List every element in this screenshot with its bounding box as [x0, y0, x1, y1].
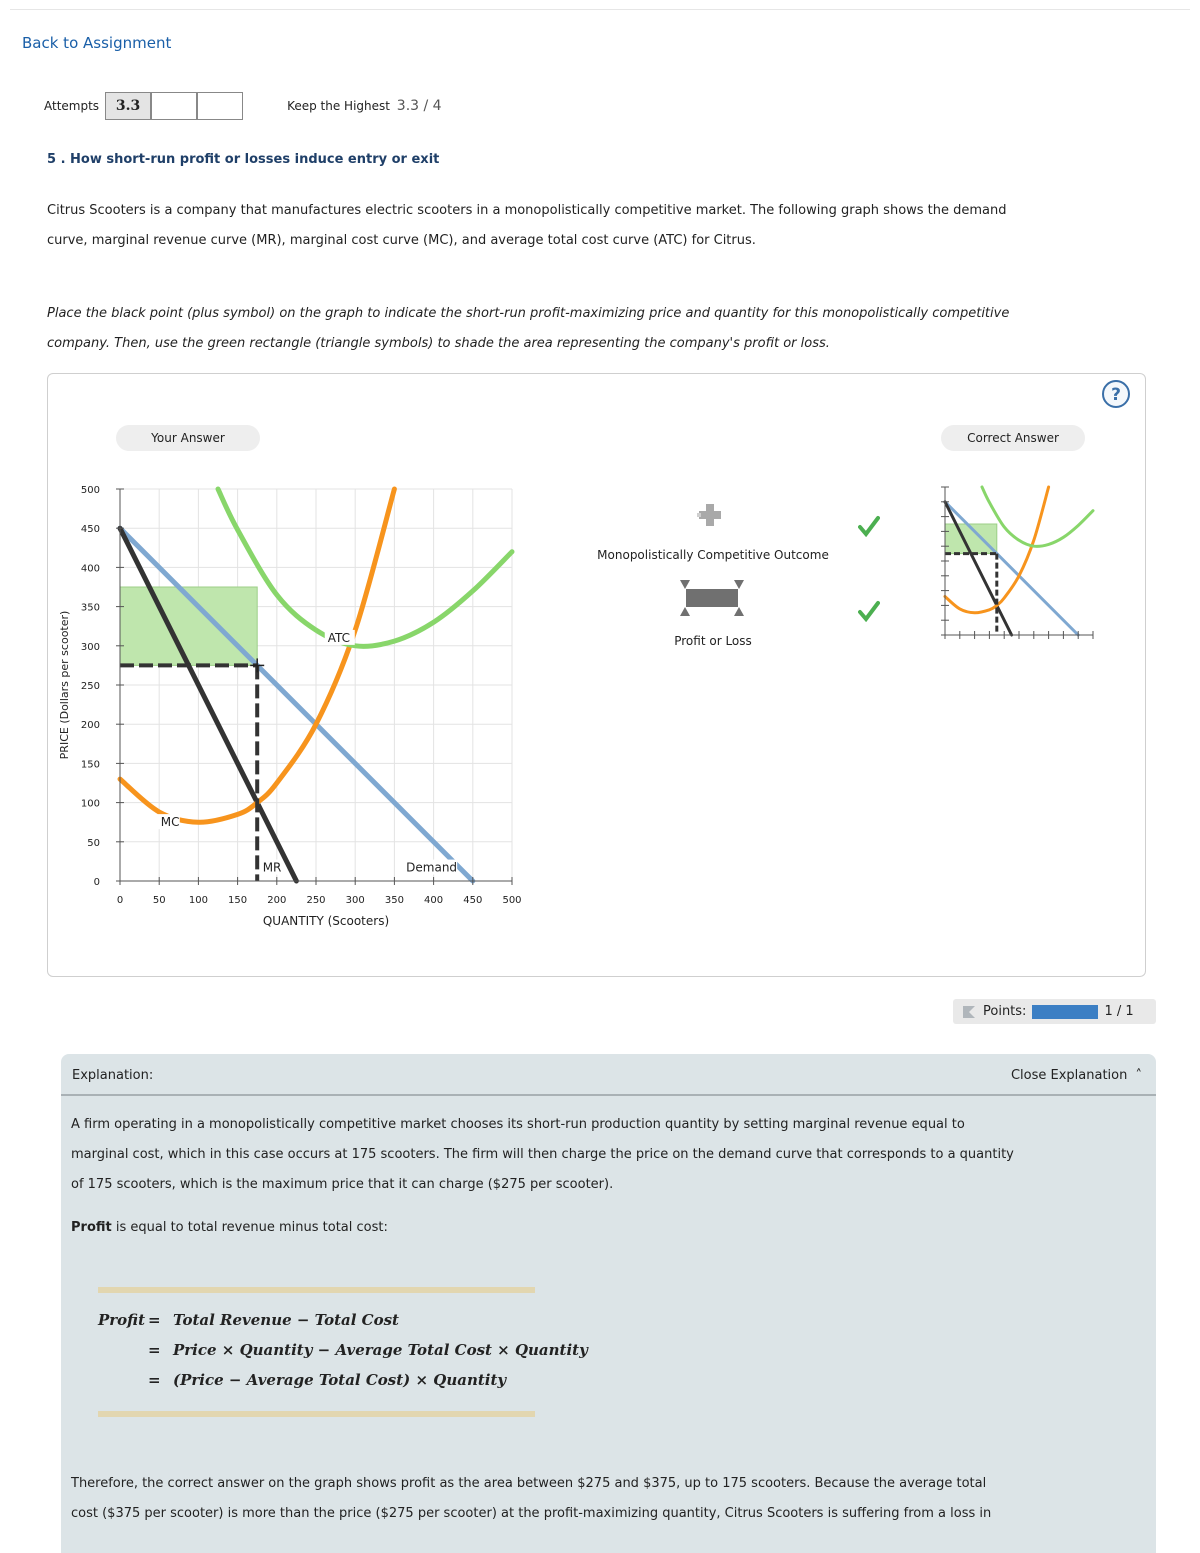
y-tick-label: 250: [80, 681, 100, 692]
close-explanation-label: Close Explanation: [1010, 1068, 1128, 1083]
close-explanation-button[interactable]: [1011, 1068, 1142, 1083]
points-label: Points:: [983, 1004, 1027, 1019]
formula-line-2: Price × Quantity − Average Total Cost × Quantity: [173, 1341, 588, 1359]
attempts-label: Attempts: [44, 99, 100, 113]
check-icon: [858, 600, 880, 622]
y-tick-label: 150: [80, 759, 100, 771]
profit-formula: [98, 1287, 588, 1417]
profit-bold: Profit: [71, 1220, 112, 1235]
x-tick-label: 200: [267, 895, 287, 906]
instruction-line-2: company. Then, use the green rectangle (triangle symbols) to shade the area representing the company's profit or loss.: [47, 336, 830, 351]
question-intro: [47, 196, 1147, 256]
main-chart[interactable]: [50, 470, 540, 940]
help-icon[interactable]: [1101, 379, 1131, 409]
formula-lhs: Profit: [98, 1311, 146, 1329]
mr-label: MR: [262, 860, 282, 875]
back-to-assignment-link[interactable]: Back to Assignment: [22, 34, 172, 52]
explanation-line: of 175 scooters, which is the maximum price that it can charge ($275 per scooter).: [71, 1177, 614, 1192]
keep-highest-label: [287, 98, 442, 114]
correct-answer-thumbnail: [935, 485, 1100, 640]
explanation-line: marginal cost, which in this case occurs at 175 scooters. The firm will then charge the price on the demand curve that corresponds to a quantity: [71, 1147, 1014, 1162]
question-instruction: [47, 299, 1147, 359]
check-icon: [858, 515, 880, 537]
intro-line-2: curve, marginal revenue curve (MR), marginal cost curve (MC), and average total cost curve (ATC) for Citrus.: [47, 233, 756, 248]
x-tick-label: 50: [152, 895, 166, 906]
legend-outcome-label: Monopolistically Competitive Outcome: [597, 548, 829, 562]
intro-line-1: Citrus Scooters is a company that manufactures electric scooters in a monopolistically competitive market. The following graph shows the demand: [47, 203, 1007, 218]
formula-top-rule: [98, 1287, 535, 1293]
x-tick-label: 500: [502, 895, 522, 906]
correct-answer-tab[interactable]: Correct Answer: [941, 425, 1085, 451]
y-tick-label: 0: [93, 877, 100, 888]
x-tick-label: 0: [116, 895, 124, 906]
demand-curve: [945, 502, 1078, 635]
instruction-line-1: Place the black point (plus symbol) on the graph to indicate the short-run profit-maximizing price and quantity for this monopolistically competitive: [47, 306, 1010, 321]
attempt-box-3[interactable]: [197, 92, 243, 120]
explanation-header: [61, 1054, 1156, 1096]
y-tick-label: 400: [80, 563, 100, 575]
y-tick-label: 300: [80, 641, 100, 653]
explanation-panel: [61, 1054, 1156, 1553]
formula-line-3: (Price − Average Total Cost) × Quantity: [173, 1371, 507, 1389]
y-tick-label: 500: [80, 485, 100, 496]
atc-label: ATC: [327, 630, 351, 645]
attempts-bar: [44, 92, 442, 120]
points-value: 1 / 1: [1104, 1004, 1134, 1019]
keep-highest-score: 3.3 / 4: [396, 98, 442, 114]
x-tick-label: 150: [228, 895, 248, 906]
x-tick-label: 100: [188, 895, 208, 906]
x-tick-label: 300: [345, 895, 365, 906]
question-title: 5 . How short-run profit or losses induce entry or exit: [47, 152, 440, 167]
y-tick-label: 100: [80, 798, 100, 810]
your-answer-tab[interactable]: Your Answer: [116, 425, 260, 451]
y-tick-label: 450: [80, 524, 100, 536]
x-tick-label: 400: [424, 895, 444, 906]
formula-bottom-rule: [98, 1411, 535, 1417]
points-progress-bar: [1032, 1005, 1098, 1019]
top-divider: [10, 9, 1190, 10]
svg-text:?: ?: [1111, 385, 1121, 405]
chevron-up-icon: ˄: [1135, 1068, 1142, 1083]
explanation-title: Explanation:: [72, 1068, 154, 1083]
formula-eq: =: [148, 1371, 161, 1389]
profit-definition: [71, 1213, 1146, 1243]
x-tick-label: 250: [306, 895, 326, 906]
explanation-paragraph-1: [71, 1110, 1146, 1200]
triangle-rect-icon[interactable]: [678, 580, 746, 616]
formula-eq: =: [148, 1311, 161, 1329]
attempt-box-2[interactable]: [151, 92, 197, 120]
x-axis-label: QUANTITY (Scooters): [262, 914, 390, 928]
y-tick-label: 50: [87, 837, 100, 849]
explanation-line: Therefore, the correct answer on the graph shows profit as the area between $275 and $375, up to 175 scooters. Because the average total: [71, 1476, 987, 1491]
explanation-line: cost ($375 per scooter) is more than the price ($275 per scooter) at the profit-maximizing quantity, Citrus Scooters is suffering from a loss in: [71, 1506, 992, 1521]
demand-label: Demand: [406, 860, 458, 875]
mc-label: MC: [160, 815, 180, 830]
formula-line-1: Total Revenue − Total Cost: [173, 1311, 399, 1329]
attempt-box-1[interactable]: 3.3: [105, 92, 151, 120]
x-tick-label: 450: [463, 895, 483, 906]
points-bar: [953, 999, 1156, 1024]
y-tick-label: 350: [80, 602, 100, 614]
profit-definition-text: is equal to total revenue minus total cost:: [111, 1220, 388, 1235]
explanation-line: A firm operating in a monopolistically competitive market chooses its short-run production quantity by setting marginal revenue equal to: [71, 1117, 965, 1132]
plus-icon[interactable]: [697, 502, 723, 528]
atc-curve: [982, 487, 1093, 546]
keep-highest-text: Keep the Highest: [287, 99, 390, 113]
x-tick-label: 350: [384, 895, 404, 906]
explanation-paragraph-2: [71, 1469, 1146, 1529]
points-flag-icon: [961, 1004, 977, 1020]
y-axis-label: PRICE (Dollars per scooter): [58, 610, 71, 760]
y-tick-label: 200: [80, 720, 100, 732]
legend-profit-label: Profit or Loss: [674, 634, 752, 648]
formula-eq: =: [148, 1341, 161, 1359]
